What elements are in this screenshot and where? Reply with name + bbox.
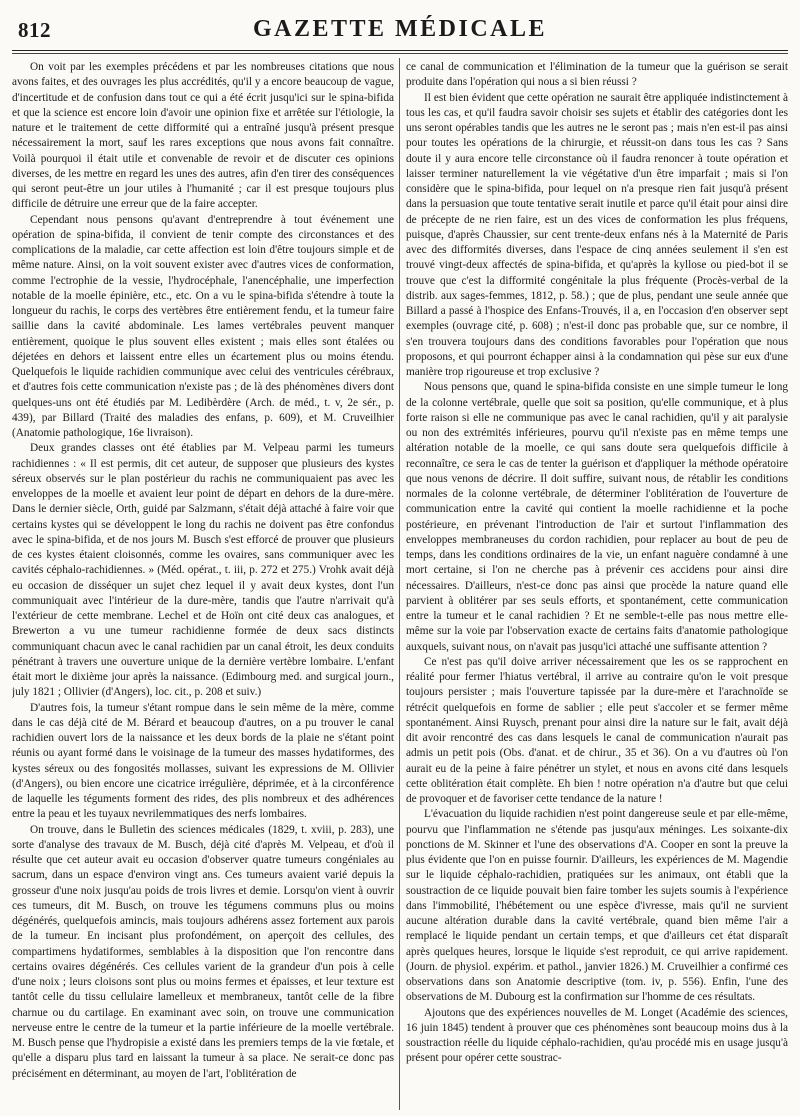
- journal-title: GAZETTE MÉDICALE: [252, 16, 548, 42]
- paragraph: Il est bien évident que cette opération ne saurait être appliquée indistinctement à tous les cas, et qu'il faudra savoir choisir ses sujets et établir des catégories dont les uns seront opérables tandis que les autres ne le seront pas ; mais n'en est-il pas ainsi pour toutes les opérations de la chirurgie, et réussit-on dans tous les cas ? Sans doute il y aura encore telle circonstance où il faudra renoncer à toute opération et laisser terminer naturellement la vie végétative d'un être imparfait ; mais si l'on considère que le spina-bifida, pour lequel on n'a presque rien fait jusqu'à présent dans la persuasion que toute tentative serait inutile et parce qu'il était pour ainsi dire de précepte de ne rien faire, est un des vices de conformation les plus fréquens, puisque, d'après Chaussier, sur cent trente-deux enfans nés à la Maternité de Paris avec des difformités diverses, dans l'espace de cinq années seulement il s'en est trouvé vingt-deux affectés de spina-bifida, et qu'après la kyllose ou pied-bot il se trouve que c'est la difformité congénitale la plus fréquente (Procès-verbal de la distrib. aux sages-femmes, 1812, p. 58.) ; que de plus, pendant une seule année que Billard a passé à l'hospice des Enfans-Trouvés, il a, en l'occasion d'en observer sept exemples (ouvrage cité, p. 608) ; n'est-il donc pas probable que, sur ce nombre, il s'en trouvera toujours dans des conditions favorables pour l'opération que nous proposons, et qui pourront échapper ainsi à la condamnation qui pèse sur eux d'une manière trop rigoureuse et trop exclusive ?: [406, 91, 788, 378]
- page-header: [14, 10, 786, 50]
- header-rule-thin: [12, 53, 788, 54]
- paragraph: L'évacuation du liquide rachidien n'est point dangereuse seule et par elle-même, pourvu que l'inflammation ne s'étende pas jusqu'aux méninges. Les soixante-dix ponctions de M. Skinner et l'une des observations d'A. Cooper en sont la preuve la plus évidente que l'on en puisse fournir. D'ailleurs, les expériences de M. Magendie sur le liquide céphalo-rachidien, pratiquées sur les animaux, ont établi que la soustraction de ce liquide pouvait bien faire tomber les sujets soumis à l'expérience dans l'immobilité, l'hébétement ou une espèce d'ivresse, mais qu'il ne survient aucune altération durable dans la cavité vertébrale, quand bien même l'air a remplacé le liquide pendant un certain temps, et que d'ailleurs cet état disparaît après quelques heures, lorsque le liquide s'est reproduit, ce qui arrive rapidement. (Journ. de physiol. expérim. et pathol., janvier 1826.) M. Cruveilhier a confirmé ces observations dans son Anatomie descriptive (tom. iv, p. 556). Enfin, l'une des observations de M. Dubourg est la confirmation sur l'homme de ces résultats.: [406, 808, 788, 1004]
- paragraph: On voit par les exemples précédens et par les nombreuses citations que nous avons faites, et des ouvrages les plus accrédités, qu'il y a encore beaucoup de vague, d'incertitude et de confusion dans tout ce qui a été écrit jusqu'ici sur le spina-bifida et que la science est encore loin d'avoir une opinion fixe et arrêtée sur l'étiologie, la nature et le traitement de cette difformité qui a entraîné jusqu'à présent presque nécessairement la mort, sauf les rares exceptions que nous avons fait connaître. Voilà pourquoi il était utile et convenable de revoir et de discuter ces opinions diverses, de les mettre en regard les unes des autres, afin d'en tirer des conséquences qui seront peut-être un jour utiles à l'humanité ; car il est presque toujours plus difficile de détruire une erreur que de la faire accepter.: [12, 61, 394, 211]
- paragraph: Ajoutons que des expériences nouvelles de M. Longet (Académie des sciences, 16 juin 1845) tendent à prouver que ces phénomènes sont beaucoup moins dus à la soustraction réelle du liquide céphalo-rachidien, qu'au procédé mis en usage jusqu'à présent pour opérer cette soustrac-: [406, 1006, 788, 1065]
- paragraph: D'autres fois, la tumeur s'étant rompue dans le sein même de la mère, comme dans le cas déjà cité de M. Bérard et beaucoup d'autres, on a pu trouver le canal rachidien ouvert lors de la naissance et les deux bords de la plaie ne s'étant point réunis ou ayant formé dans le voisinage de la tumeur des masses hydatiformes, des kystes séreux ou des fongosités mollasses, suivant les expressions de M. Ollivier (d'Angers), ou bien encore une cicatrice irrégulière, déprimée, et à la circonférence de laquelle les téguments forment des rides, des plis nombreux et des adhérences entre la peau et les tuyaux nevrilemmatiques des nerfs lombaires.: [12, 701, 394, 821]
- paragraph: Ce n'est pas qu'il doive arriver nécessairement que les os se rapprochent en réalité pour fermer l'hiatus vertébral, il arrive au contraire qu'on le voit presque toujours persister ; mais l'ouverture tapissée par la dure-mère et l'arachnoïde se rétrécit quelquefois en forme de sablier ; elle peut s'accoler et se fermer même spontanément. Ainsi Ruysch, prenant pour ainsi dire la nature sur le fait, avait déjà dit avoir rencontré des cas dans lesquels le canal de communication n'aurait pas admis un petit pois (Obs. d'anat. et de chirur., 35 et 36). On a vu d'autres où l'on aurait eu de la peine à faire pénétrer un stylet, et nous en avons cité dans lesquels cette oblitération était complète. Eh bien ! notre opération n'a d'autre but que celui de provoquer et de favoriser cette tendance de la nature !: [406, 655, 788, 805]
- right-column: [406, 60, 788, 1110]
- page-number: 812: [18, 18, 51, 42]
- paragraph: Cependant nous pensons qu'avant d'entreprendre à tout événement une opération de spina-bifida, il convient de tenir compte des circonstances et des complications de la maladie, car cette affection est loin d'être toujours simple et de même nature. Ainsi, on la voit souvent exister avec d'autres vices de conformation, comme l'ectrophie de la vessie, l'hydrocéphale, l'anencéphalie, une imperfection notable de la moelle épinière, etc., etc. On a vu le spina-bifida s'étendre à toute la longueur du rachis, le corps des vertèbres être entièrement fendu, et la tumeur faire saillie dans la cavité abdominale. Les lames vertébrales peuvent manquer entièrement, quoique le plus souvent elles existent ; mais elles sont étalées ou déjetées en dehors et laissent entre elles un écartement plus ou moins étendu. Quelquefois le liquide rachidien communique avec celui des ventricules cérébraux, et d'autres fois cette communication n'existe pas ; de là des phénomènes divers dont quelques-uns ont été étudiés par M. Ledibèrdère (Arch. de méd., t. v, 2e sér., p. 439), par Billard (Traité des maladies des enfans, p. 609), et M. Cruveilhier (Anatomie pathologique, 16e livraison).: [12, 213, 394, 439]
- paragraph: Deux grandes classes ont été établies par M. Velpeau parmi les tumeurs rachidiennes : « Il est permis, dit cet auteur, de supposer que plusieurs des kystes séreux observés sur le plan postérieur du rachis ne communiquaient pas avec les enveloppes de la moelle et avaient leur point de départ en dehors de la dure-mère. Dans le dernier siècle, Orth, guidé par Salzmann, s'était déjà attaché à faire voir que certains kystes qui se développent le long du rachis ne doivent pas être confondus avec le spina-bifida, et de nos jours M. Busch s'est efforcé de prouver que plusieurs de ces kystes étaient cloisonnés, comme les ovaires, sans communiquer avec les cavités céphalo-rachidiennes. » (Méd. opérat., t. iii, p. 272 et 275.) Vrohk avait déjà eu occasion de disséquer un sujet chez lequel il y avait deux kystes, dont l'un communiquait avec l'intérieur de la dure-mère, tandis que l'autre n'arrivait qu'à l'extérieur de cette membrane. Lechel et de Hoïn ont cité deux cas analogues, et Brewerton a vu une tumeur rachidienne formée de deux sacs distincts communiquant chacun avec le canal rachidien par un canal étroit, les deux conduits pénétrant à travers une ouverture unique de la dernière vertèbre lombaire. L'enfant était mort le dixième jour après la naissance. (Edimbourg med. and surgical journ., july 1821 ; Ollivier (d'Angers), loc. cit., p. 208 et suiv.): [12, 442, 394, 699]
- header-rule: [12, 50, 788, 51]
- paragraph-continued: ce canal de communication et l'élimination de la tumeur que la guérison se serait produite dans l'opération qui nous a si bien réussi ?: [406, 61, 788, 89]
- paragraph: On trouve, dans le Bulletin des sciences médicales (1829, t. xviii, p. 283), une sorte d'analyse des travaux de M. Busch, déjà cité d'après M. Velpeau, et d'où il résulte que cet auteur avait eu occasion d'observer quatre tumeurs congéniales au sacrum, dans un espace d'environ vingt ans. Ces tumeurs avaient varié depuis la grosseur d'une noix jusqu'au poids de trois livres et demie. Lorsqu'on vient à ouvrir ces tumeurs, dit M. Busch, on trouve les tégumens communs plus ou moins dégénérés, quelquefois amincis, mais toujours adhérens assez fortement aux parois de la tumeur. En incisant plus profondément, on aperçoit des cellules, des compartimens hydatiformes, semblables à la disposition que l'on rencontre dans certains ovaires dégénérés. Ces cellules varient de la grandeur d'un pois à celle d'une noix ; leurs cloisons sont plus ou moins fermes et épaisses, et leur texture est tantôt celle du tissu cellulaire lamelleux et membraneux, tantôt celle de la fibre charnue ou du cartilage. En examinant avec soin, on trouve une communication nerveuse entre le centre de la tumeur et la partie inférieure de la moelle vertébrale. M. Busch pense que l'hydropisie a existé dans les premiers temps de la vie fœtale, et qu'elle a disparu plus tard en laissant la tumeur à sa place. Ne serait-ce donc pas précisément en déterminant, au moyen de l'art, l'oblitération de: [12, 823, 394, 1080]
- column-divider: [399, 58, 400, 1110]
- paragraph: Nous pensons que, quand le spina-bifida consiste en une simple tumeur le long de la colonne vertébrale, quelle que soit sa position, qu'elle communique, et à plus forte raison si elle ne communique pas avec le canal rachidien, qu'il y ait paralysie ou non des extrémités inférieures, pourvu qu'il n'existe pas en même temps une altération notable de la moelle, ce qui sans doute sera quelquefois difficile à reconnaître, ce sera le cas de tenter la guérison et d'appliquer la méthode opératoire que nous venons de décrire. Il doit suffire, suivant nous, de rétablir les conditions normales de la colonne vertébrale, de déterminer l'oblitération de l'ouverture de communication entre la cavité qui contient la moelle rachidienne et la poche postérieure, en prévenant l'introduction de l'air et surtout l'inflammation des enveloppes membraneuses du cordon rachidien, pour replacer au bout de peu de temps, dans les conditions ordinaires de la vie, un enfant naguère condamné à une mort certaine, si l'on ne cherche pas à prévenir ces accidens pour ainsi dire nécessaires. D'ailleurs, n'est-ce donc pas ainsi que procède la nature quand elle parvient à oblitérer par ses seuls efforts, et spontanément, cette communication entre la tumeur et le canal rachidien ? Et ne semble-t-elle pas nous mettre elle-même sur la voie par l'observation exacte de certains faits d'anatomie pathologique auxquels, suivant nous, on n'avait pas jusqu'ici attaché une suffisante attention ?: [406, 381, 788, 653]
- left-column: [12, 60, 394, 1110]
